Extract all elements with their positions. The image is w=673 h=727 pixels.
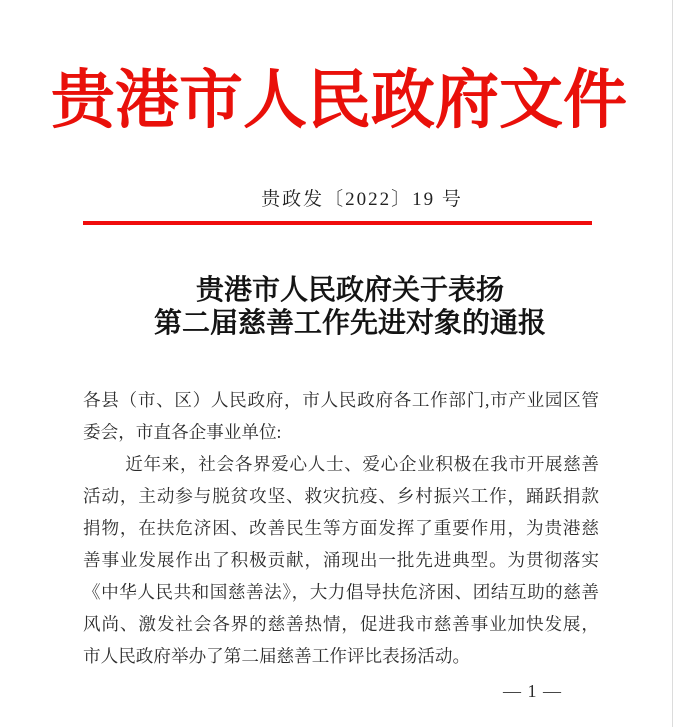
body-text-line: 委会，市直各企事业单位: [83, 422, 282, 442]
body-text-line: 善事业发展作出了积极贡献，涌现出一批先进典型。为贯彻落实 [83, 550, 599, 570]
body-text-line: 风尚、激发社会各界的慈善热情，促进我市慈善事业加快发展， [83, 614, 599, 634]
red-separator-line [83, 221, 592, 225]
red-header-banner: 贵港市人民政府文件 [51, 65, 627, 136]
document-number: 贵政发〔2022〕19 号 [261, 189, 463, 210]
document-body [83, 384, 599, 672]
body-text-line: 各县（市、区）人民政府，市人民政府各工作部门,市产业园区管 [83, 390, 599, 410]
body-text-line: 《中华人民共和国慈善法》，大力倡导扶危济困、团结互助的慈善 [83, 582, 599, 602]
body-text-line: 近年来，社会各界爱心人士、爱心企业积极在我市开展慈善 [125, 454, 599, 474]
body-text-line: 市人民政府举办了第二届慈善工作评比表扬活动。 [83, 646, 471, 666]
page-number: — 1 — [503, 681, 562, 701]
document-title-line1: 贵港市人民政府关于表扬 [195, 275, 504, 306]
document-title-line2: 第二届慈善工作先进对象的通报 [153, 308, 546, 339]
body-text-line: 活动，主动参与脱贫攻坚、救灾抗疫、乡村振兴工作，踊跃捐款 [83, 486, 599, 506]
body-text-line: 捐物，在扶危济困、改善民生等方面发挥了重要作用，为贵港慈 [83, 518, 599, 538]
document-title [14, 274, 673, 340]
